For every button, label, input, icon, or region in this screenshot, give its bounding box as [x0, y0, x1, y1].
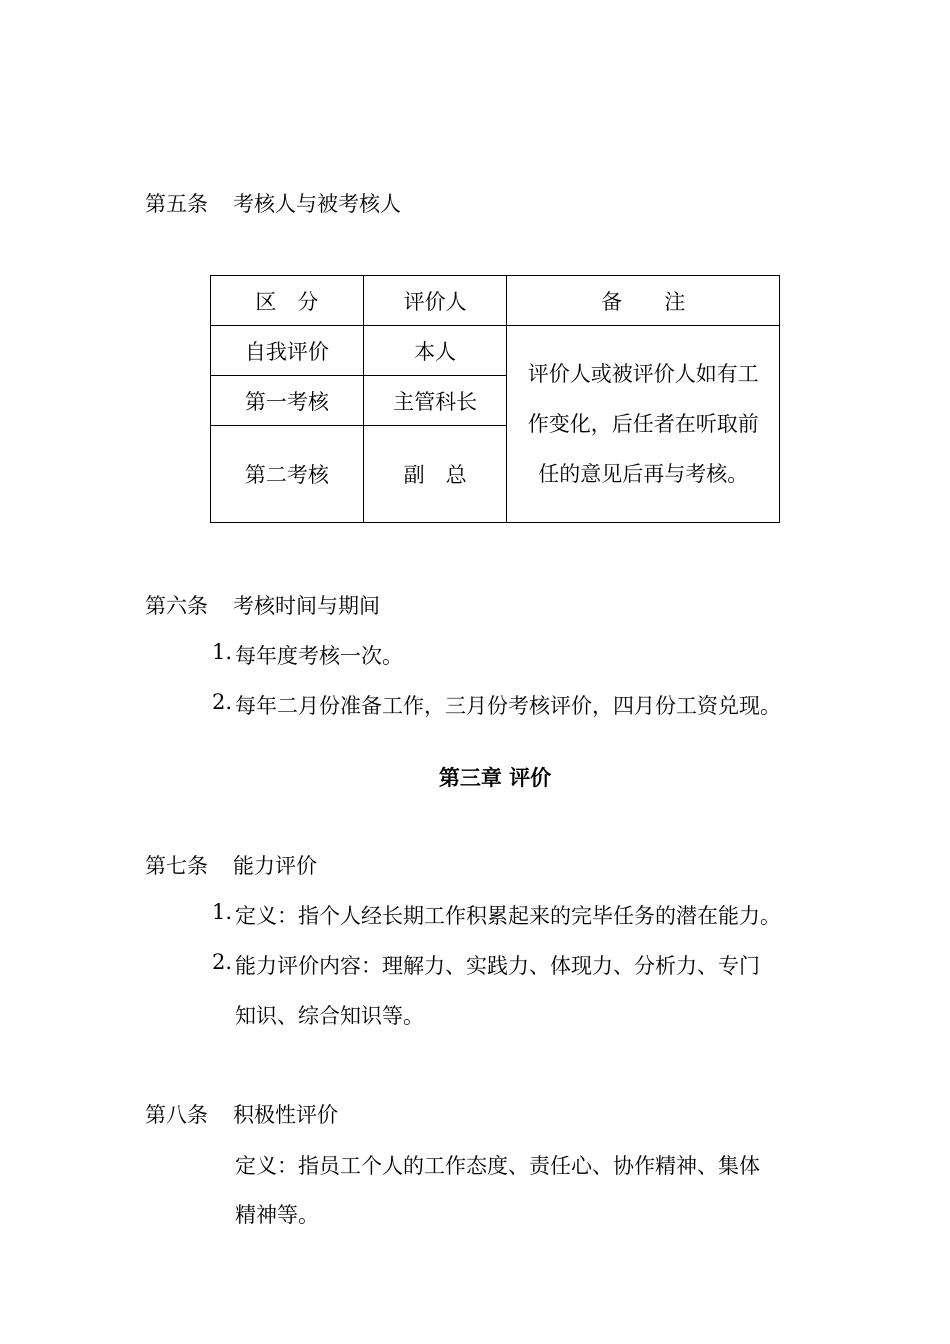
row-type: 自我评价 — [211, 326, 364, 376]
list-text: 每年二月份准备工作，三月份考核评价，四月份工资兑现。 — [235, 694, 781, 718]
article-7-number: 第七条 — [145, 854, 208, 878]
evaluator-table — [210, 275, 780, 523]
article-6-heading — [145, 590, 380, 620]
article-8-number: 第八条 — [145, 1103, 208, 1127]
list-number: 2. — [211, 950, 232, 974]
row-type: 第一考核 — [211, 376, 364, 426]
row-evaluator: 主管科长 — [363, 376, 507, 426]
row-type: 第二考核 — [211, 426, 364, 523]
header-remarks: 备 注 — [507, 276, 780, 326]
row-evaluator: 本人 — [363, 326, 507, 376]
list-number: 2. — [211, 690, 232, 714]
article-5-heading — [145, 188, 401, 218]
remarks-note: 评价人或被评价人如有工作变化，后任者在听取前任的意见后再与考核。 — [507, 326, 780, 523]
article-6-title: 考核时间与期间 — [233, 594, 380, 618]
article-7-heading — [145, 850, 317, 880]
article-8-heading — [145, 1099, 338, 1129]
header-category: 区 分 — [211, 276, 364, 326]
article-8-title: 积极性评价 — [233, 1103, 338, 1127]
table-header-row — [211, 276, 780, 326]
definition-text: 定义：指员工个人的工作态度、责任心、协作精神、集体 — [235, 1154, 760, 1178]
chapter-title: 第三章 评价 — [438, 766, 552, 790]
list-text: 能力评价内容：理解力、实践力、体现力、分析力、专门 — [235, 954, 760, 978]
list-number: 1. — [211, 900, 232, 924]
article-5-title: 考核人与被考核人 — [233, 192, 401, 216]
article-5-number: 第五条 — [145, 192, 208, 216]
list-number: 1. — [211, 640, 232, 664]
definition-text-continued: 精神等。 — [235, 1203, 319, 1227]
table-row — [211, 326, 780, 376]
header-evaluator: 评价人 — [363, 276, 507, 326]
list-text: 每年度考核一次。 — [235, 644, 403, 668]
article-6-number: 第六条 — [145, 594, 208, 618]
article-7-title: 能力评价 — [233, 854, 317, 878]
list-text-continued: 知识、综合知识等。 — [235, 1004, 424, 1028]
list-text: 定义：指个人经长期工作积累起来的完毕任务的潜在能力。 — [235, 904, 781, 928]
row-evaluator: 副 总 — [363, 426, 507, 523]
